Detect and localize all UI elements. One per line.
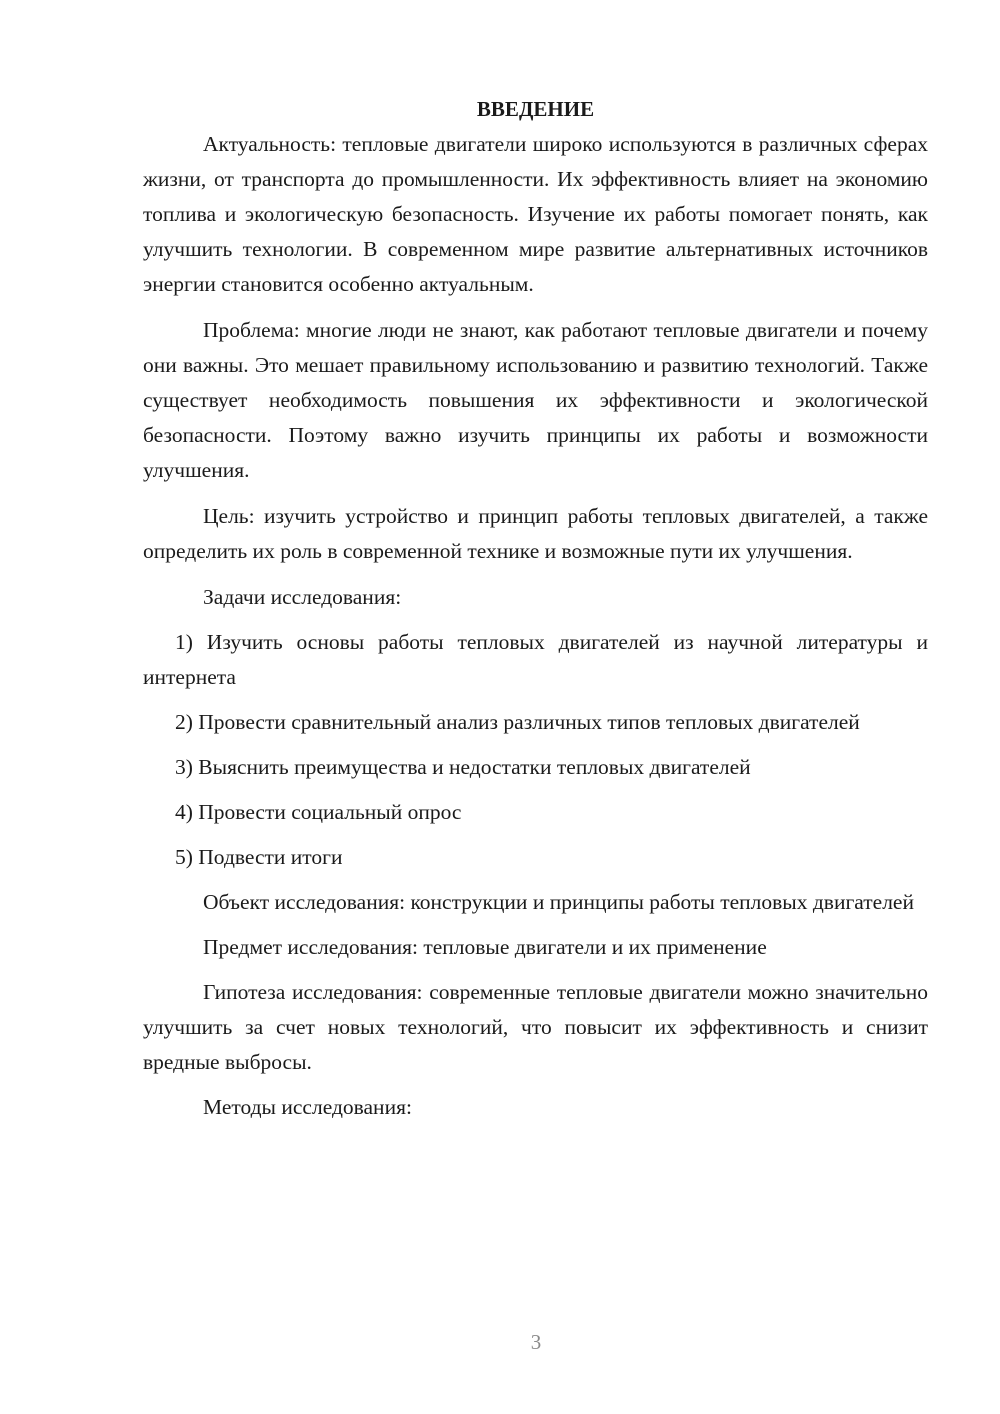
- task-item-3: 3) Выяснить преимущества и недостатки тепловых двигателей: [175, 755, 751, 779]
- paragraph-object: Объект исследования: конструкции и принципы работы тепловых двигателей: [203, 890, 914, 914]
- task-item-1: 1) Изучить основы работы тепловых двигателей из научной литературы и интернета: [143, 630, 928, 689]
- paragraph-tasks-title: Задачи исследования:: [203, 585, 402, 609]
- task-item-5: 5) Подвести итоги: [175, 845, 343, 869]
- task-item-4: 4) Провести социальный опрос: [175, 800, 462, 824]
- page-number: 3: [530, 1330, 542, 1354]
- paragraph-relevance: Актуальность: тепловые двигатели широко используются в различных сферах жизни, от транспорта до промышленности. Их эффективность влияет на экономию топлива и экологическую безопасность. Изучение их работы помогает понять, как улучшить технологии. В современном мире развитие альтернативных источников энергии становится особенно актуальным.: [143, 132, 928, 296]
- paragraph-hypothesis: Гипотеза исследования: современные тепловые двигатели можно значительно улучшить за счет новых технологий, что повысит их эффективность и снизит вредные выбросы.: [143, 980, 928, 1074]
- section-heading: ВВЕДЕНИЕ: [476, 97, 595, 121]
- paragraph-subject: Предмет исследования: тепловые двигатели и их применение: [203, 935, 767, 959]
- paragraph-problem: Проблема: многие люди не знают, как работают тепловые двигатели и почему они важны. Это мешает правильному использованию и развитию технологий. Также существует необходимость повышения их эффективности и экологической безопасности. Поэтому важно изучить принципы их работы и возможности улучшения.: [143, 318, 928, 482]
- paragraph-goal: Цель: изучить устройство и принцип работы тепловых двигателей, а также определить их роль в современной технике и возможные пути их улучшения.: [143, 504, 928, 563]
- paragraph-methods-title: Методы исследования:: [203, 1095, 412, 1119]
- document-page: [143, 92, 928, 1125]
- task-item-2: 2) Провести сравнительный анализ различных типов тепловых двигателей: [175, 710, 860, 734]
